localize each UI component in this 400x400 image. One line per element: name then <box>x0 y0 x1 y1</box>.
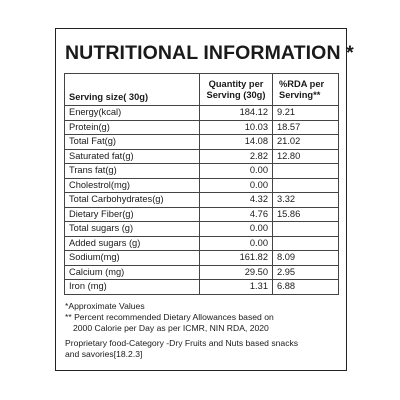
nutrient-name: Protein(g) <box>65 120 200 135</box>
nutrient-rda: 6.88 <box>273 280 339 295</box>
table-row <box>65 222 339 237</box>
nutrient-quantity: 4.76 <box>200 207 273 222</box>
nutrient-name: Saturated fat(g) <box>65 149 200 164</box>
nutrition-table <box>64 73 339 295</box>
nutrient-rda: 2.95 <box>273 265 339 280</box>
table-row <box>65 164 339 179</box>
table-row <box>65 265 339 280</box>
note-rda-line2: 2000 Calorie per Day as per ICMR, NIN RDA, 2020 <box>73 322 269 333</box>
table-row <box>65 236 339 251</box>
nutrient-rda <box>273 236 339 251</box>
header-serving-size: Serving size( 30g) <box>65 74 200 106</box>
table-row <box>65 120 339 135</box>
nutrient-quantity: 29.50 <box>200 265 273 280</box>
nutrition-table-body <box>65 106 339 295</box>
table-row <box>65 207 339 222</box>
nutrient-rda: 18.57 <box>273 120 339 135</box>
nutrient-name: Cholestrol(mg) <box>65 178 200 193</box>
nutrient-rda <box>273 222 339 237</box>
header-quantity: Quantity per Serving (30g) <box>200 74 273 106</box>
nutrient-rda: 9.21 <box>273 106 339 121</box>
nutrient-rda <box>273 178 339 193</box>
nutrient-quantity: 10.03 <box>200 120 273 135</box>
note-approximate: *Approximate Values <box>65 300 145 311</box>
nutrient-rda: 12.80 <box>273 149 339 164</box>
table-row <box>65 251 339 266</box>
table-row <box>65 135 339 150</box>
table-row <box>65 178 339 193</box>
nutrient-name: Total Carbohydrates(g) <box>65 193 200 208</box>
table-row <box>65 106 339 121</box>
nutrient-quantity: 1.31 <box>200 280 273 295</box>
nutrient-name: Energy(kcal) <box>65 106 200 121</box>
nutrient-quantity: 161.82 <box>200 251 273 266</box>
nutrient-rda <box>273 164 339 179</box>
nutrient-quantity: 2.82 <box>200 149 273 164</box>
nutrient-name: Trans fat(g) <box>65 164 200 179</box>
label-title: NUTRITIONAL INFORMATION * <box>65 42 354 64</box>
nutrient-rda: 15.86 <box>273 207 339 222</box>
nutrient-quantity: 14.08 <box>200 135 273 150</box>
table-row <box>65 149 339 164</box>
nutrient-rda: 3.32 <box>273 193 339 208</box>
nutrient-name: Dietary Fiber(g) <box>65 207 200 222</box>
nutrient-quantity: 4.32 <box>200 193 273 208</box>
nutrient-name: Sodium(mg) <box>65 251 200 266</box>
nutrient-quantity: 0.00 <box>200 178 273 193</box>
note-rda-line1: ** Percent recommended Dietary Allowances based on <box>65 311 274 322</box>
footnotes <box>64 301 338 361</box>
nutrient-quantity: 0.00 <box>200 222 273 237</box>
nutrient-quantity: 184.12 <box>200 106 273 121</box>
header-rda: %RDA per Serving** <box>273 74 339 106</box>
table-row <box>65 193 339 208</box>
table-header-row <box>65 74 339 106</box>
nutrient-name: Calcium (mg) <box>65 265 200 280</box>
nutrient-name: Added sugars (g) <box>65 236 200 251</box>
nutrient-quantity: 0.00 <box>200 236 273 251</box>
nutrient-name: Iron (mg) <box>65 280 200 295</box>
nutrient-rda: 8.09 <box>273 251 339 266</box>
table-row <box>65 280 339 295</box>
nutrient-name: Total Fat(g) <box>65 135 200 150</box>
nutrition-label <box>55 28 354 371</box>
note-category-line1: Proprietary food-Category -Dry Fruits and Nuts based snacks <box>65 338 299 349</box>
nutrient-name: Total sugars (g) <box>65 222 200 237</box>
note-category-line2: and savories[18.2.3] <box>65 349 143 360</box>
nutrient-rda: 21.02 <box>273 135 339 150</box>
nutrient-quantity: 0.00 <box>200 164 273 179</box>
